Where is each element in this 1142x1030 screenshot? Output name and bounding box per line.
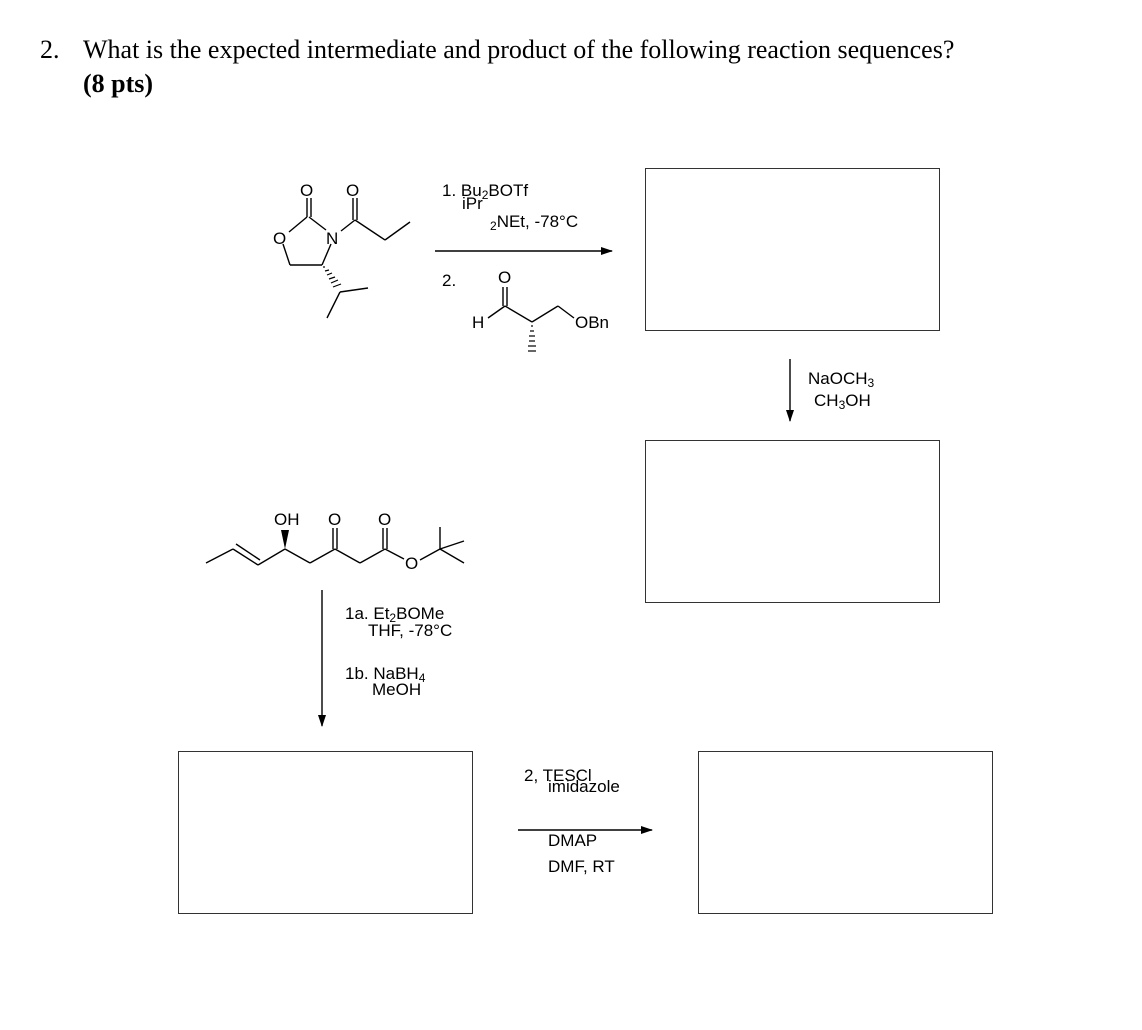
reaction3-step1b: 1b. NaBH$_4$ — [345, 664, 426, 685]
keto-ester-structure — [206, 527, 464, 565]
reaction2-solvent: $CH_3OH$ — [814, 391, 871, 412]
hashed-wedge — [323, 267, 341, 287]
question-number: 2. — [40, 35, 60, 64]
atom-n: N — [326, 229, 339, 248]
atom-obn: OBn — [575, 313, 610, 332]
oxazolidinone-structure — [283, 198, 410, 318]
question-points: (8 pts) — [83, 69, 154, 98]
reaction4-line3: DMAP — [548, 831, 598, 850]
atom-oh: OH — [274, 510, 300, 529]
reaction3-step1a: 1a. $Et_2BOMe$ — [345, 604, 445, 625]
wedge-oh — [281, 530, 289, 549]
atom-o1: O — [328, 510, 342, 529]
reaction3-step1a-cond: THF, -78°C — [368, 621, 453, 640]
hashed-methyl — [528, 326, 536, 351]
reaction1-step1: 1. $Bu_2BOTf$ — [442, 181, 529, 202]
atom-o-ald: O — [498, 268, 512, 287]
question-text: What is the expected intermediate and product of the following reaction sequences? — [83, 35, 955, 64]
atom-h: H — [472, 313, 485, 332]
atom-o1: O — [300, 181, 314, 200]
reaction2-reagent: NaOCH$_3$ — [808, 369, 875, 390]
atom-o2: O — [378, 510, 392, 529]
reaction1-step2: 2. — [442, 271, 457, 290]
atom-o-ring: O — [273, 229, 287, 248]
atom-o2: O — [346, 181, 360, 200]
atom-o-ester: O — [405, 554, 419, 573]
reaction1-base: iPr — [462, 194, 483, 213]
reaction4-step2: 2, TESCl — [524, 766, 592, 785]
reaction1-base-cond: $_2$NEt, -78°C — [490, 212, 579, 233]
reaction4-line4: DMF, RT — [548, 857, 615, 876]
aldehyde-structure — [488, 287, 574, 322]
reaction3-step1b-solvent: MeOH — [372, 680, 422, 699]
reaction4-line2: imidazole — [548, 777, 620, 796]
